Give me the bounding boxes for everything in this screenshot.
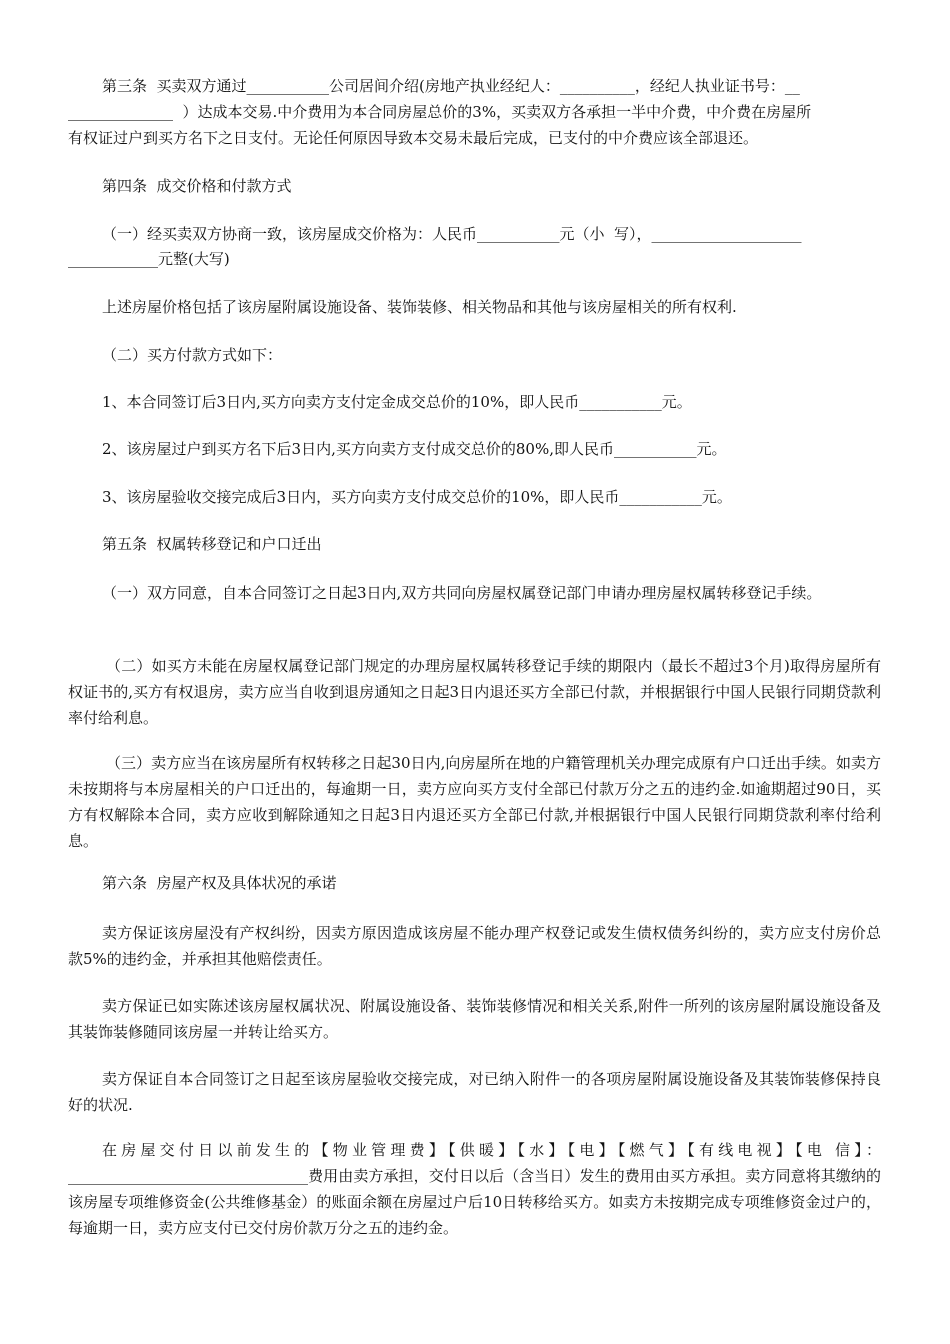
payment-item-3: 3、该房屋验收交接完成后3日内，买方向卖方支付成交总价的10%，即人民币___________元。	[102, 488, 732, 506]
article4-payment-heading: （二）买方付款方式如下：	[102, 346, 283, 364]
article6-para3: 卖方保证自本合同签订之日起至该房屋验收交接完成，对已纳入附件一的各项房屋附属设施设备及其装饰装修保持良好的状况.	[68, 1070, 881, 1114]
article5-para2: （二）如买方未能在房屋权属登记部门规定的办理房屋权属转移登记手续的期限内（最长不超过3个月)取得房屋所有权证书的,买方有权退房，卖方应当自收到退房通知之日起3日内退还买方全部已付款，并根据银行中国人民银行同期贷款利率付给利息。	[68, 657, 881, 727]
article3-line2: ______________ ）达成本交易.中介费用为本合同房屋总价的3%，买卖双方各承担一半中介费，中介费在房屋所	[68, 103, 812, 121]
article6-title: 第六条 房屋产权及具体状况的承诺	[102, 874, 337, 892]
article4-price-scope: 上述房屋价格包括了该房屋附属设施设备、装饰装修、相关物品和其他与该房屋相关的所有权利.	[102, 298, 737, 316]
article3-line3: 有权证过户到买方名下之日支付。无论任何原因导致本交易未最后完成，已支付的中介费应该全部退还。	[68, 129, 759, 147]
article3-line1: 第三条 买卖双方通过___________公司居间介绍(房地产执业经纪人：__________，经纪人执业证书号：__	[102, 77, 800, 95]
payment-item-2: 2、该房屋过户到买方名下后3日内,买方向卖方支付成交总价的80%,即人民币___________元。	[102, 440, 727, 458]
article4-title: 第四条 成交价格和付款方式	[102, 177, 292, 195]
article4-price-line1: （一）经买卖双方协商一致，该房屋成交价格为：人民币___________元（小 写），____________________	[102, 225, 802, 243]
article5-para3: （三）卖方应当在该房屋所有权转移之日起30日内,向房屋所在地的户籍管理机关办理完成原有户口迁出手续。如卖方未按期将与本房屋相关的户口迁出的，每逾期一日，卖方应向买方支付全部已付款万分之五的违约金.如逾期超过90日，买方有权解除本合同，卖方应收到解除通知之日起3日内退还买方全部已付款,并根据银行中国人民银行同期贷款利率付给利息。	[68, 754, 881, 850]
article4-price-line2: ____________元整(大写)	[68, 250, 230, 268]
article5-title: 第五条 权属转移登记和户口迁出	[102, 535, 322, 553]
payment-item-1: 1、本合同签订后3日内,买方向卖方支付定金成交总价的10%，即人民币___________元。	[102, 393, 692, 411]
article5-para1: （一）双方同意，自本合同签订之日起3日内,双方共同向房屋权属登记部门申请办理房屋权属转移登记手续。	[102, 584, 822, 602]
article6-para4: 在房屋交付日以前发生的【物业管理费】【供暖】【水】【电】【燃气】【有线电视】【电 信】：________________________________费用由卖方承担，交付日以后（含当日）发生的费用由买方承担。卖方同意将其缴纳的该房屋专项维修资金(公共维修基金）的账面余额在房屋过户后10日转移给买方。如卖方未按期完成专项维修资金过户的，每逾期一日，卖方应支付已交付房价款万分之五的违约金。	[68, 1141, 881, 1237]
article6-para1: 卖方保证该房屋没有产权纠纷，因卖方原因造成该房屋不能办理产权登记或发生债权债务纠纷的，卖方应支付房价总款5%的违约金，并承担其他赔偿责任。	[68, 924, 881, 968]
article6-para2: 卖方保证已如实陈述该房屋权属状况、附属设施设备、装饰装修情况和相关关系,附件一所列的该房屋附属设施设备及其装饰装修随同该房屋一并转让给买方。	[68, 997, 881, 1041]
